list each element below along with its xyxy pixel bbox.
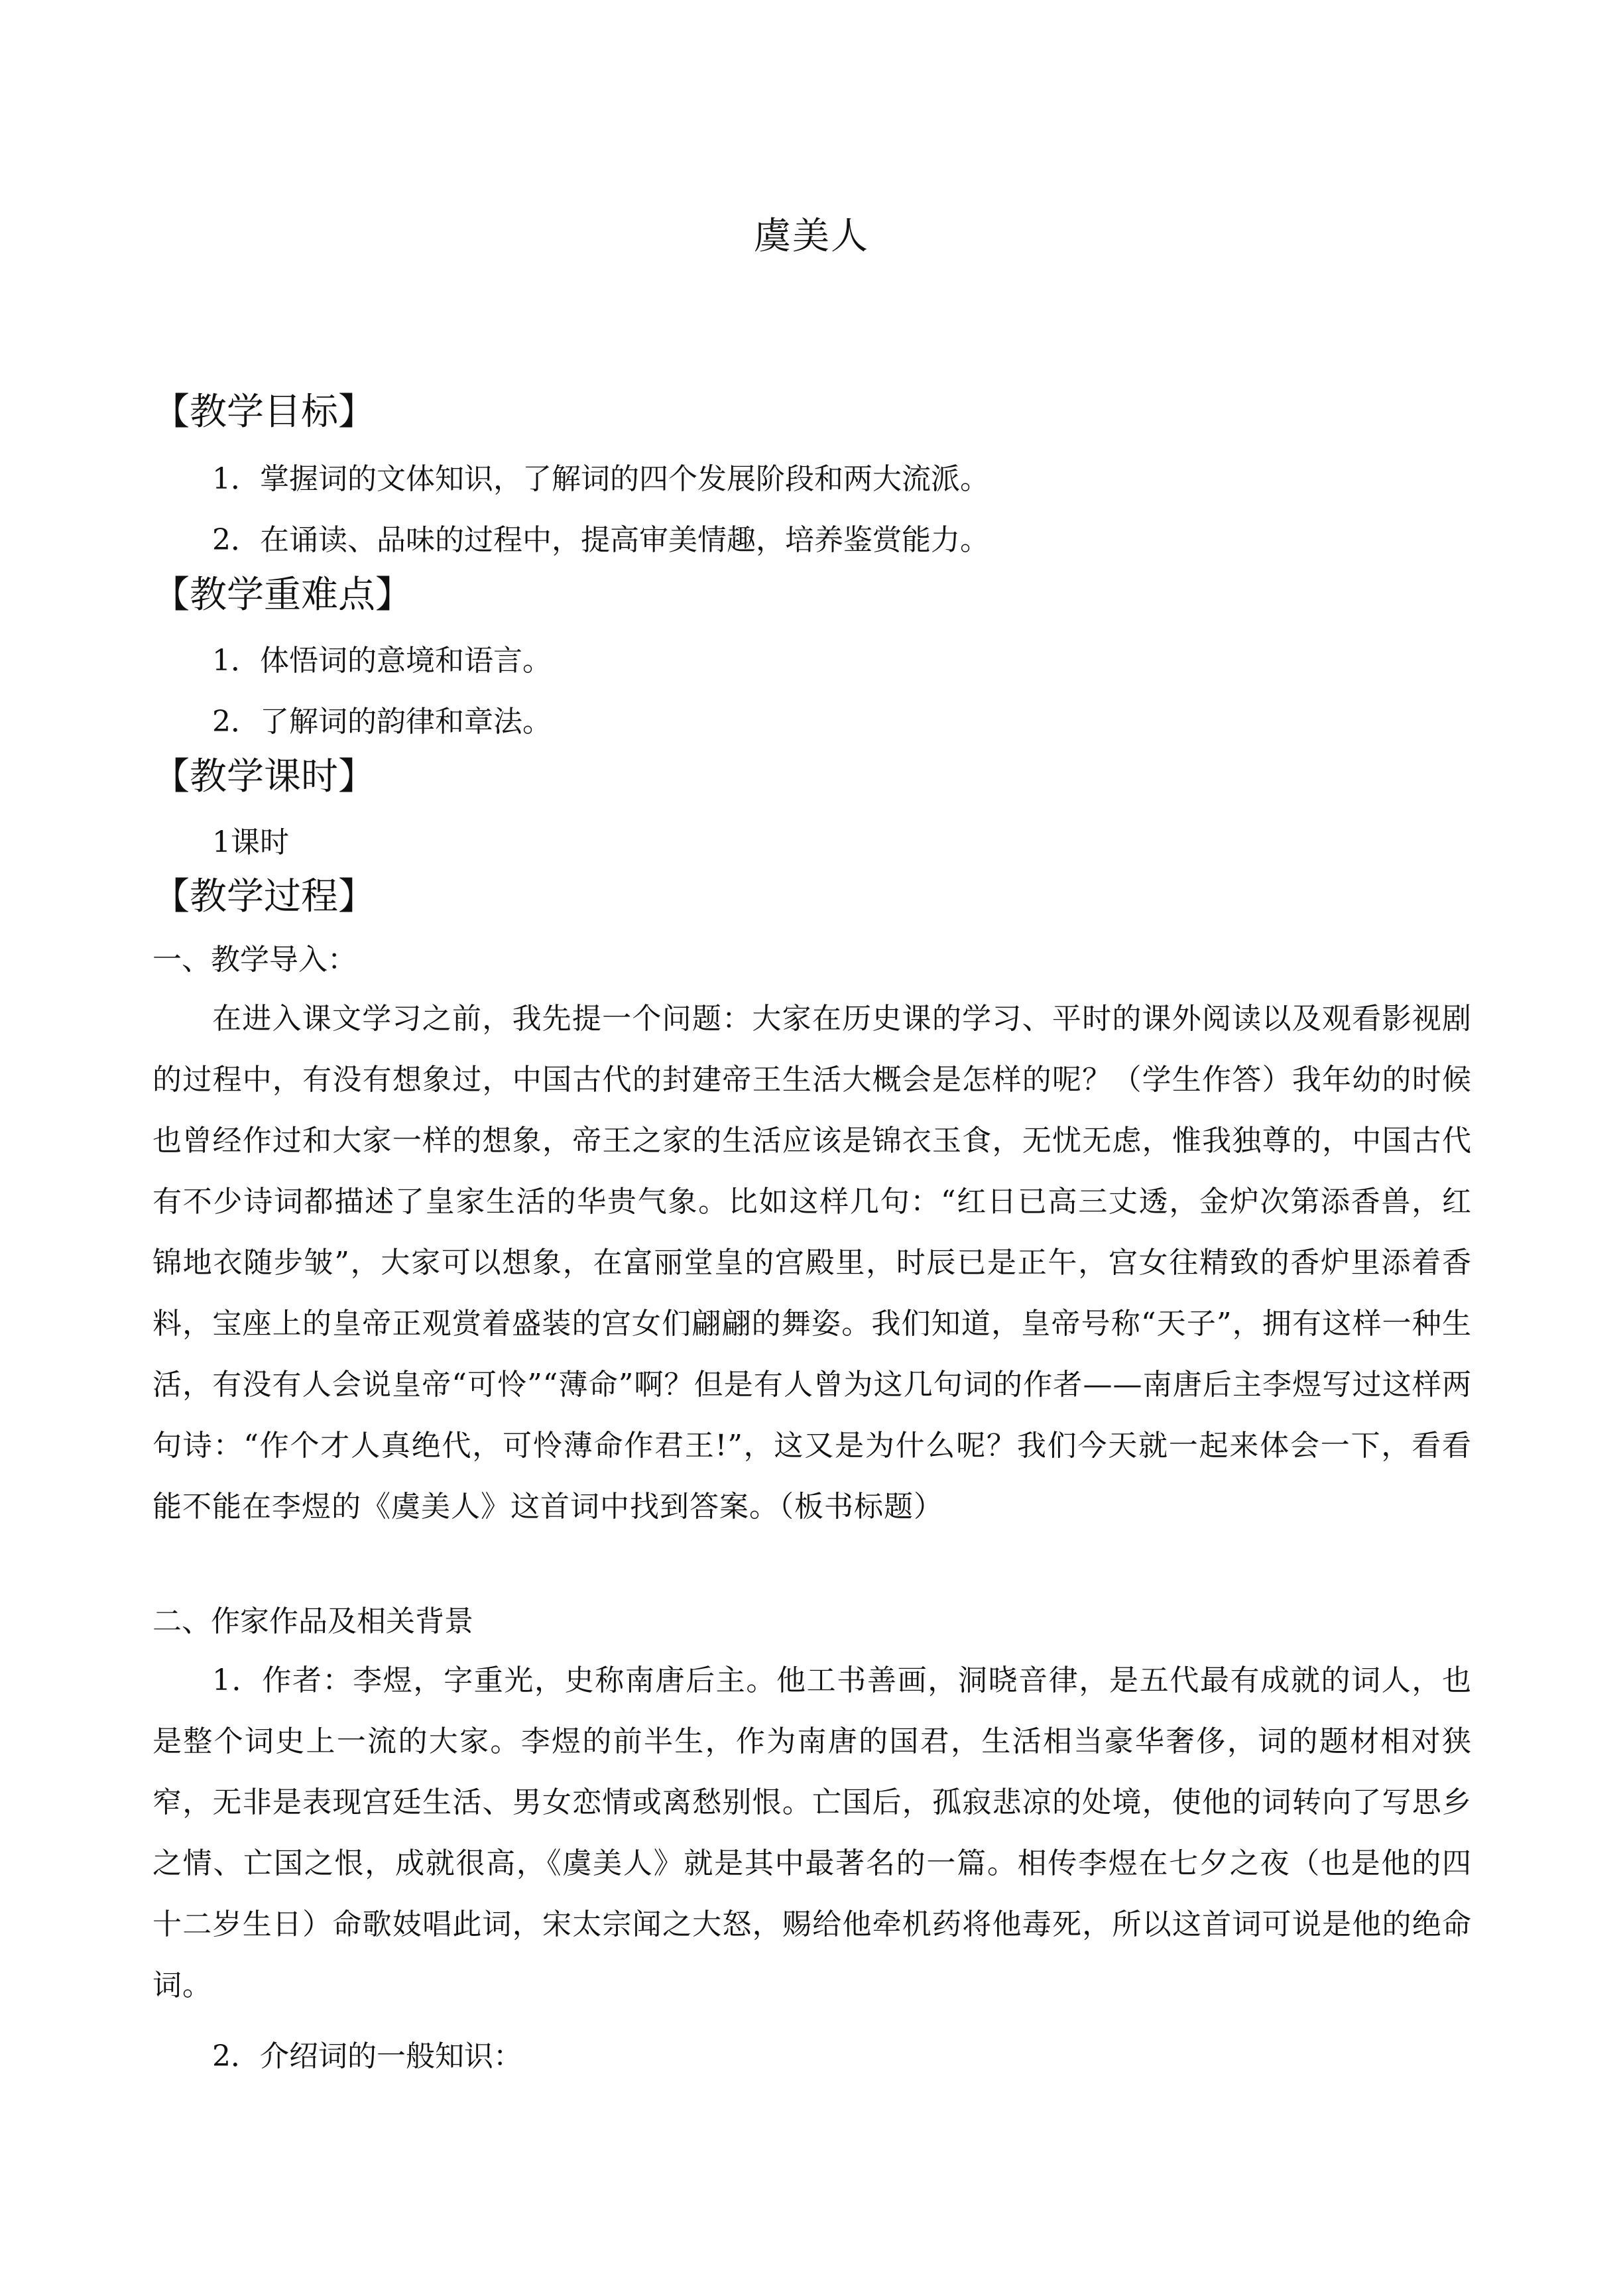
process-part2-item-2: 2．介绍词的一般知识： [212,2039,522,2073]
objective-item-1: 1．掌握词的文体知识，了解词的四个发展阶段和两大流派。 [212,462,989,496]
heading-objectives: 【教学目标】 [152,391,375,434]
process-part2-item-1: 1．作者：李煜，字重光，史称南唐后主。他工书善画，洞晓音律，是五代最有成就的词人，也是整个词史上一流的大家。李煜的前半生，作为南唐的国君，生活相当豪华奢侈，词的题材相对狭窄，无非是表现宫廷生活、男女恋情或离愁别恨。亡国后，孤寂悲凉的处境，使他的词转向了写思乡之情、亡国之恨，成就很高，《虞美人》就是其中最著名的一篇。相传李煜在七夕之夜（也是他的四十二岁生日）命歌妓唱此词，宋太宗闻之大怒，赐给他牵机药将他毒死，所以这首词可说是他的绝命词。 [152,1663,1472,2002]
heading-hours: 【教学课时】 [152,755,375,798]
key-point-item-1: 1．体悟词的意境和语言。 [212,644,552,678]
heading-process: 【教学过程】 [152,875,375,918]
process-part1-paragraph: 在进入课文学习之前，我先提一个问题：大家在历史课的学习、平时的课外阅读以及观看影视剧的过程中，有没有想象过，中国古代的封建帝王生活大概会是怎样的呢？（学生作答）我年幼的时候也曾经作过和大家一样的想象，帝王之家的生活应该是锦衣玉食，无忧无虑，惟我独尊的，中国古代有不少诗词都描述了皇家生活的华贵气象。比如这样几句：“红日已高三丈透，金炉次第添香兽，红锦地衣随步皱”，大家可以想象，在富丽堂皇的宫殿里，时辰已是正午，宫女往精致的香炉里添着香料，宝座上的皇帝正观赏着盛装的宫女们翩翩的舞姿。我们知道，皇帝号称“天子”，拥有这样一种生活，有没有人会说皇帝“可怜”“薄命”啊？但是有人曾为这几句词的作者——南唐后主李煜写过这样两句诗：“作个才人真绝代，可怜薄命作君王!”，这又是为什么呢？我们今天就一起来体会一下，看看能不能在李煜的《虞美人》这首词中找到答案。（板书标题） [152,1002,1472,1524]
document-title: 虞美人 [754,215,869,258]
process-part2-title: 二、作家作品及相关背景 [152,1604,473,1638]
objective-item-2: 2．在诵读、品味的过程中，提高审美情趣，培养鉴赏能力。 [212,523,989,557]
hours-value: 1课时 [212,825,289,859]
heading-key-points: 【教学重难点】 [152,574,412,617]
process-part1-title: 一、教学导入： [152,943,357,977]
key-point-item-2: 2．了解词的韵律和章法。 [212,705,552,739]
